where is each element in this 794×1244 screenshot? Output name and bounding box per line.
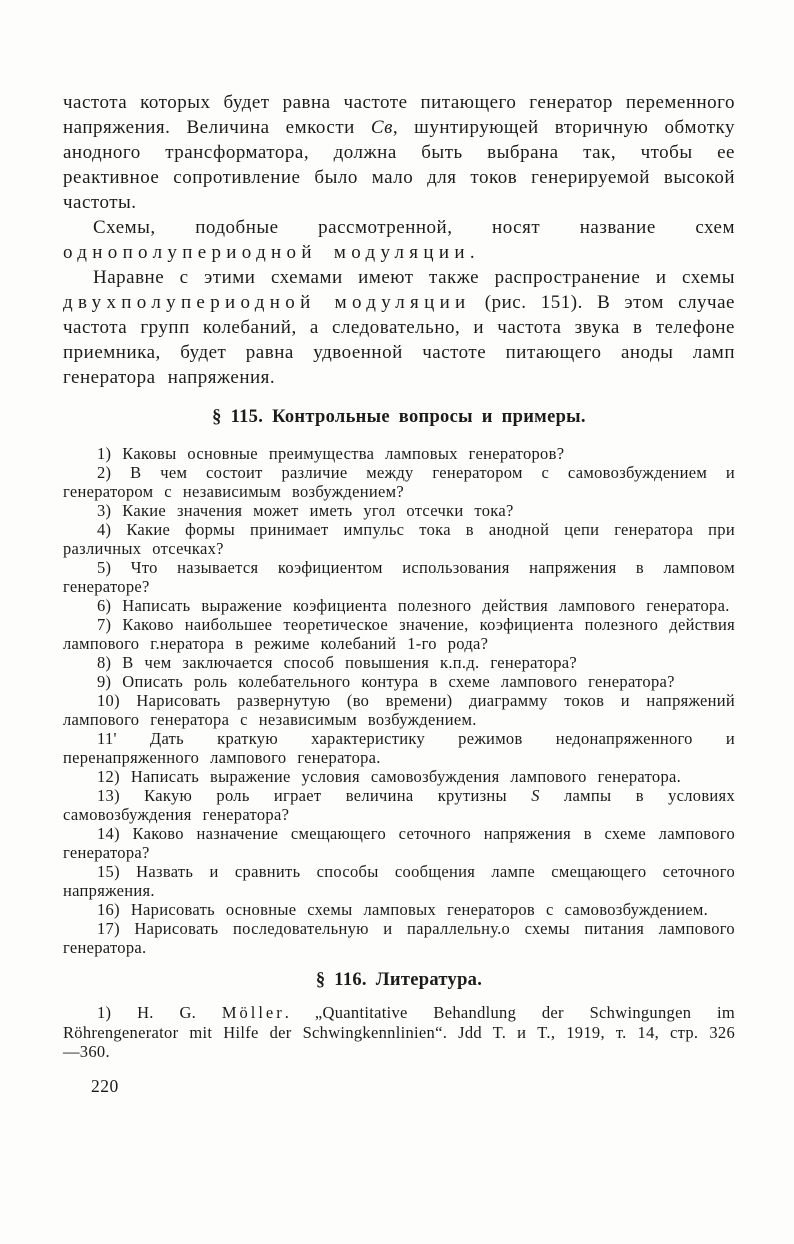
paragraph-single-halfperiod [63, 215, 735, 265]
lit-author-name: Möller [221, 1003, 285, 1022]
p2-spaced-term: однополупериодной модуляции. [63, 242, 480, 263]
page-number: 220 [91, 1075, 119, 1096]
p1-capacitance-symbol: Св [370, 117, 393, 138]
question-item: 15) Назвать и сравнить способы сообщения лампе смещающего сеточного напряжения. [63, 862, 735, 900]
question-item: 2) В чем состоит различие между генератором с самовозбуждением и генератором с независимым возбуждением? [63, 463, 735, 501]
literature-entry [63, 1003, 735, 1062]
paragraph-continuation [63, 90, 735, 215]
p1-text-before: частота которых будет равна частоте питающего генератор переменного напряжения. Величина емкости [63, 92, 735, 138]
paragraph-double-halfperiod [63, 265, 735, 390]
question-item: 12) Написать выражение условия самовозбуждения лампового генератора. [97, 767, 682, 786]
question-item: 4) Какие формы принимает импульс тока в анодной цепи генератора при различных отсечках? [63, 520, 735, 558]
p1-text-after: , шунтирующей вторичную обмотку анодного трансформатора, должна быть выбрана так, чтобы ее реактивное сопротивление было мало для токов генерируемой высокой частоты. [63, 117, 735, 213]
lit-text-after: . „Quantitative Behandlung der Schwingungen im Röhrengenerator mit Hilfe der Schwingkennlinien“. Jdd T. и T., 1919, т. 14, стр. 326—360. [63, 1003, 736, 1061]
question-item: 6) Написать выражение коэфициента полезного действия лампового генератора. [97, 596, 730, 615]
p2-text-before: Схемы, подобные рассмотренной, носят название схем [93, 217, 735, 238]
question-item: 13) Какую роль играет величина крутизны S лампы в условиях самовозбуждения генератора? [63, 786, 735, 824]
question-item: 17) Нарисовать последовательную и параллельну.о схемы питания лампового генератора. [63, 919, 735, 957]
question-item: 9) Описать роль колебательного контура в схеме лампового генератора? [97, 672, 675, 691]
p3-text-before: Наравне с этими схемами имеют также распространение и схемы [93, 267, 735, 288]
p3-text-after: (рис. 151). В этом случае частота групп колебаний, а следовательно, и частота звука в телефоне приемника, будет равна удвоенной частоте питающего аноды ламп генератора напряжения. [63, 292, 735, 388]
p3-spaced-term: двухполупериодной модуляции [63, 292, 471, 313]
lit-text-before: 1) H. G. [97, 1003, 222, 1022]
section-115-heading: § 115. Контрольные вопросы и примеры. [212, 407, 586, 427]
question-item: 8) В чем заключается способ повышения к.п.д. генератора? [97, 653, 577, 672]
question-item: 5) Что называется коэфициентом использования напряжения в ламповом генераторе? [63, 558, 735, 596]
question-item: 1) Каковы основные преимущества ламповых генераторов? [97, 444, 565, 463]
question-item: 3) Какие значения может иметь угол отсечки тока? [97, 501, 514, 520]
question-item: 11' Дать краткую характеристику режимов недонапряженного и перенапряженного лампового генератора. [63, 729, 735, 767]
question-item: 16) Нарисовать основные схемы ламповых генераторов с самовозбуждением. [97, 900, 709, 919]
question-item: 14) Каково назначение смещающего сеточного напряжения в схеме лампового генератора? [63, 824, 735, 862]
questions-list [63, 444, 735, 957]
question-item: 10) Нарисовать развернутую (во времени) диаграмму токов и напряжений лампового генератора с независимым возбуждением. [63, 691, 735, 729]
inline-variable: S [531, 786, 540, 805]
section-116-heading: § 116. Литература. [315, 970, 483, 990]
question-item: 7) Каково наибольшее теоретическое значение, коэфициента полезного действия лампового г.нератора в режиме колебаний 1-го рода? [63, 615, 735, 653]
